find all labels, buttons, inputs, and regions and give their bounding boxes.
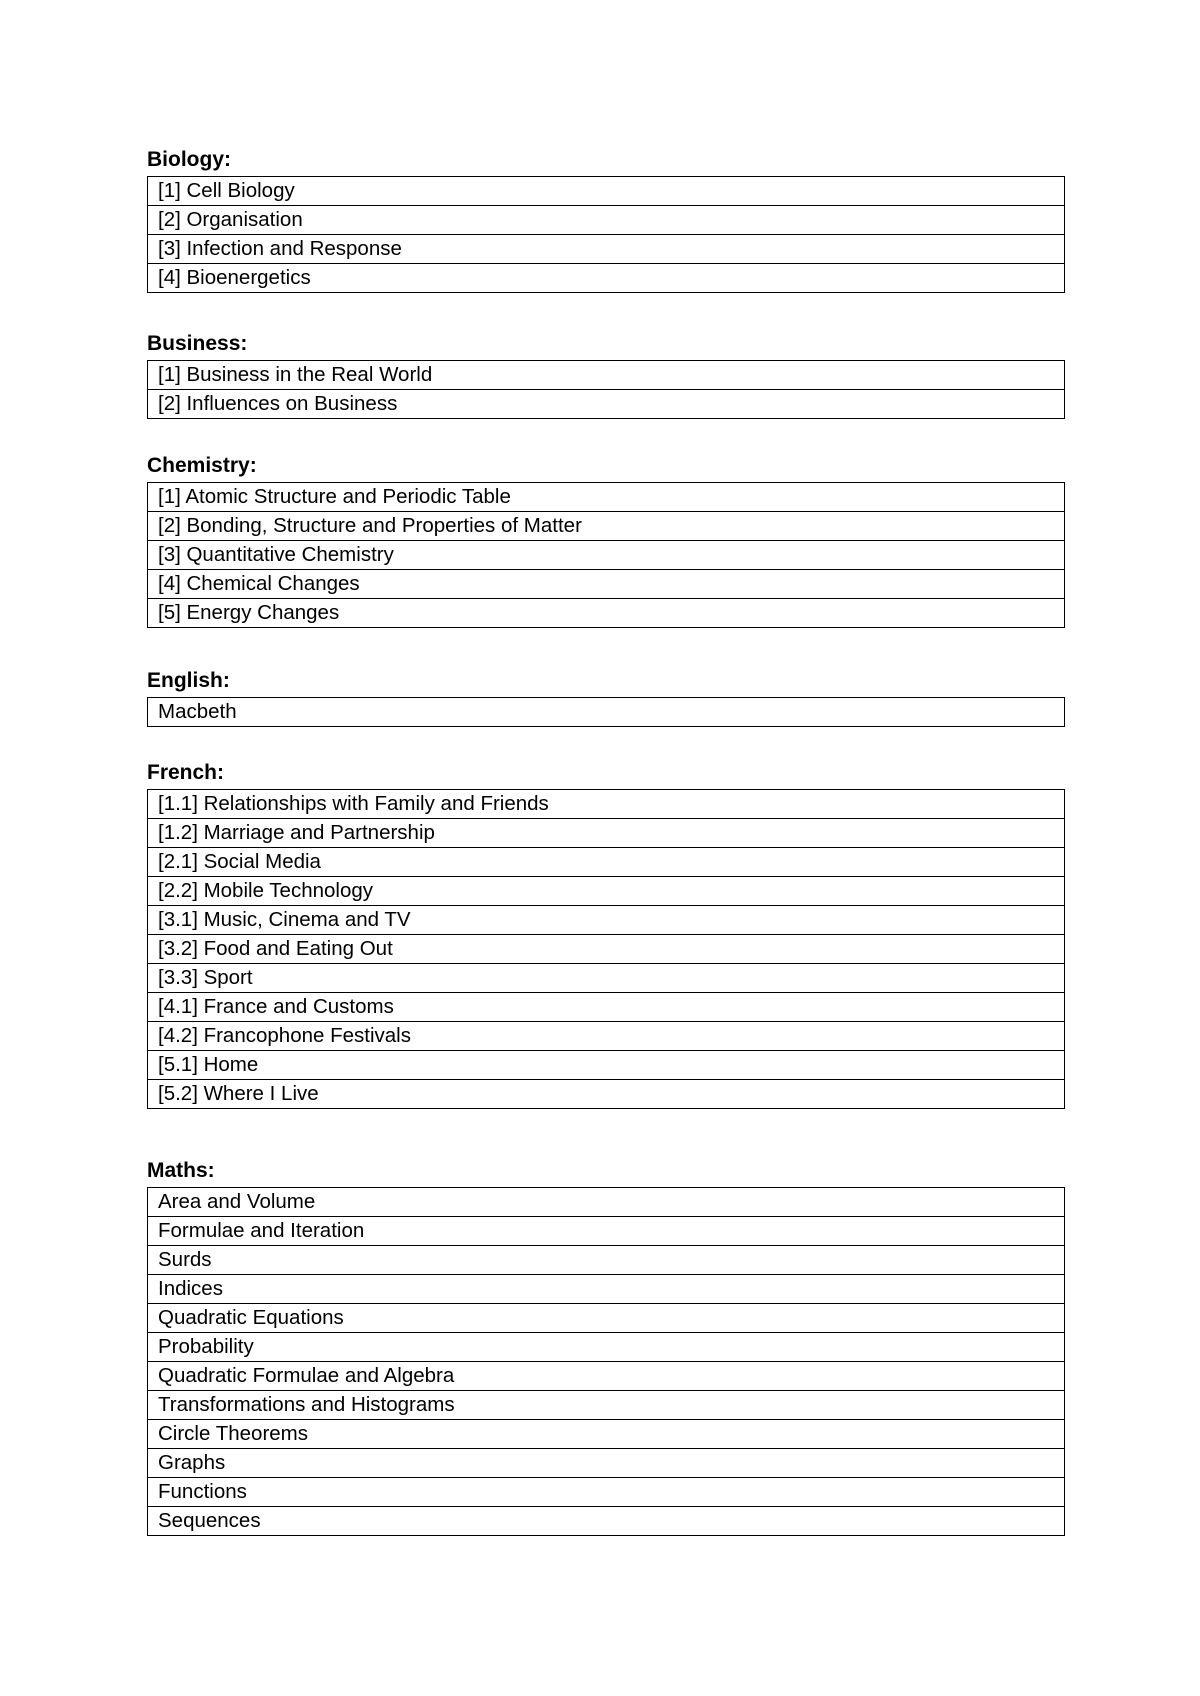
table-cell: [3.2] Food and Eating Out [148, 935, 1065, 964]
table-row [148, 1362, 1065, 1391]
table-cell: [3.1] Music, Cinema and TV [148, 906, 1065, 935]
table-cell: [1] Business in the Real World [148, 361, 1065, 390]
table-cell: [3] Quantitative Chemistry [148, 541, 1065, 570]
table-row [148, 512, 1065, 541]
table-cell: [1] Cell Biology [148, 177, 1065, 206]
table-row [148, 935, 1065, 964]
table-row [148, 1275, 1065, 1304]
table-row [148, 1478, 1065, 1507]
table-row [148, 993, 1065, 1022]
table-cell: Sequences [148, 1507, 1065, 1536]
table-row [148, 1246, 1065, 1275]
table-row [148, 1333, 1065, 1362]
table-cell: [2] Organisation [148, 206, 1065, 235]
table-row [148, 1507, 1065, 1536]
table-cell: Quadratic Equations [148, 1304, 1065, 1333]
table-row [148, 1420, 1065, 1449]
table-cell: Transformations and Histograms [148, 1391, 1065, 1420]
table-row [148, 1217, 1065, 1246]
table-row [148, 1304, 1065, 1333]
table-row [148, 483, 1065, 512]
table-row [148, 390, 1065, 419]
table-cell: [3] Infection and Response [148, 235, 1065, 264]
table-row [148, 235, 1065, 264]
table-cell: Formulae and Iteration [148, 1217, 1065, 1246]
table-row [148, 1188, 1065, 1217]
topic-table [147, 176, 1065, 293]
table-row [148, 698, 1065, 727]
table-row [148, 570, 1065, 599]
table-cell: [2.2] Mobile Technology [148, 877, 1065, 906]
table-cell: [5.1] Home [148, 1051, 1065, 1080]
table-cell: Probability [148, 1333, 1065, 1362]
section-heading: Chemistry: [147, 454, 257, 477]
section-heading: French: [147, 761, 225, 784]
table-cell: [1.1] Relationships with Family and Friends [148, 790, 1065, 819]
table-row [148, 177, 1065, 206]
table-cell: [5.2] Where I Live [148, 1080, 1065, 1109]
table-cell: Area and Volume [148, 1188, 1065, 1217]
table-cell: [2] Influences on Business [148, 390, 1065, 419]
table-cell: [4.2] Francophone Festivals [148, 1022, 1065, 1051]
topic-table [147, 697, 1065, 727]
table-cell: Graphs [148, 1449, 1065, 1478]
table-row [148, 877, 1065, 906]
table-row [148, 1391, 1065, 1420]
table-row [148, 1080, 1065, 1109]
table-cell: [5] Energy Changes [148, 599, 1065, 628]
table-cell: [4] Chemical Changes [148, 570, 1065, 599]
table-row [148, 1449, 1065, 1478]
topic-table [147, 482, 1065, 628]
table-cell: [1] Atomic Structure and Periodic Table [148, 483, 1065, 512]
table-cell: [3.3] Sport [148, 964, 1065, 993]
table-cell: Indices [148, 1275, 1065, 1304]
section-heading: Maths: [147, 1159, 215, 1182]
topic-table [147, 360, 1065, 419]
table-row [148, 264, 1065, 293]
table-cell: [1.2] Marriage and Partnership [148, 819, 1065, 848]
table-cell: [4] Bioenergetics [148, 264, 1065, 293]
table-cell: Surds [148, 1246, 1065, 1275]
section-heading: English: [147, 669, 230, 692]
section-heading: Business: [147, 332, 248, 355]
table-row [148, 819, 1065, 848]
table-cell: Macbeth [148, 698, 1065, 727]
topic-table [147, 789, 1065, 1109]
table-row [148, 541, 1065, 570]
table-row [148, 361, 1065, 390]
table-row [148, 964, 1065, 993]
table-cell: [2] Bonding, Structure and Properties of Matter [148, 512, 1065, 541]
table-row [148, 599, 1065, 628]
table-row [148, 1022, 1065, 1051]
table-row [148, 1051, 1065, 1080]
table-cell: Quadratic Formulae and Algebra [148, 1362, 1065, 1391]
topic-table [147, 1187, 1065, 1536]
table-row [148, 906, 1065, 935]
table-cell: [4.1] France and Customs [148, 993, 1065, 1022]
table-cell: [2.1] Social Media [148, 848, 1065, 877]
table-row [148, 790, 1065, 819]
table-row [148, 848, 1065, 877]
table-cell: Functions [148, 1478, 1065, 1507]
table-row [148, 206, 1065, 235]
section-heading: Biology: [147, 148, 231, 171]
table-cell: Circle Theorems [148, 1420, 1065, 1449]
